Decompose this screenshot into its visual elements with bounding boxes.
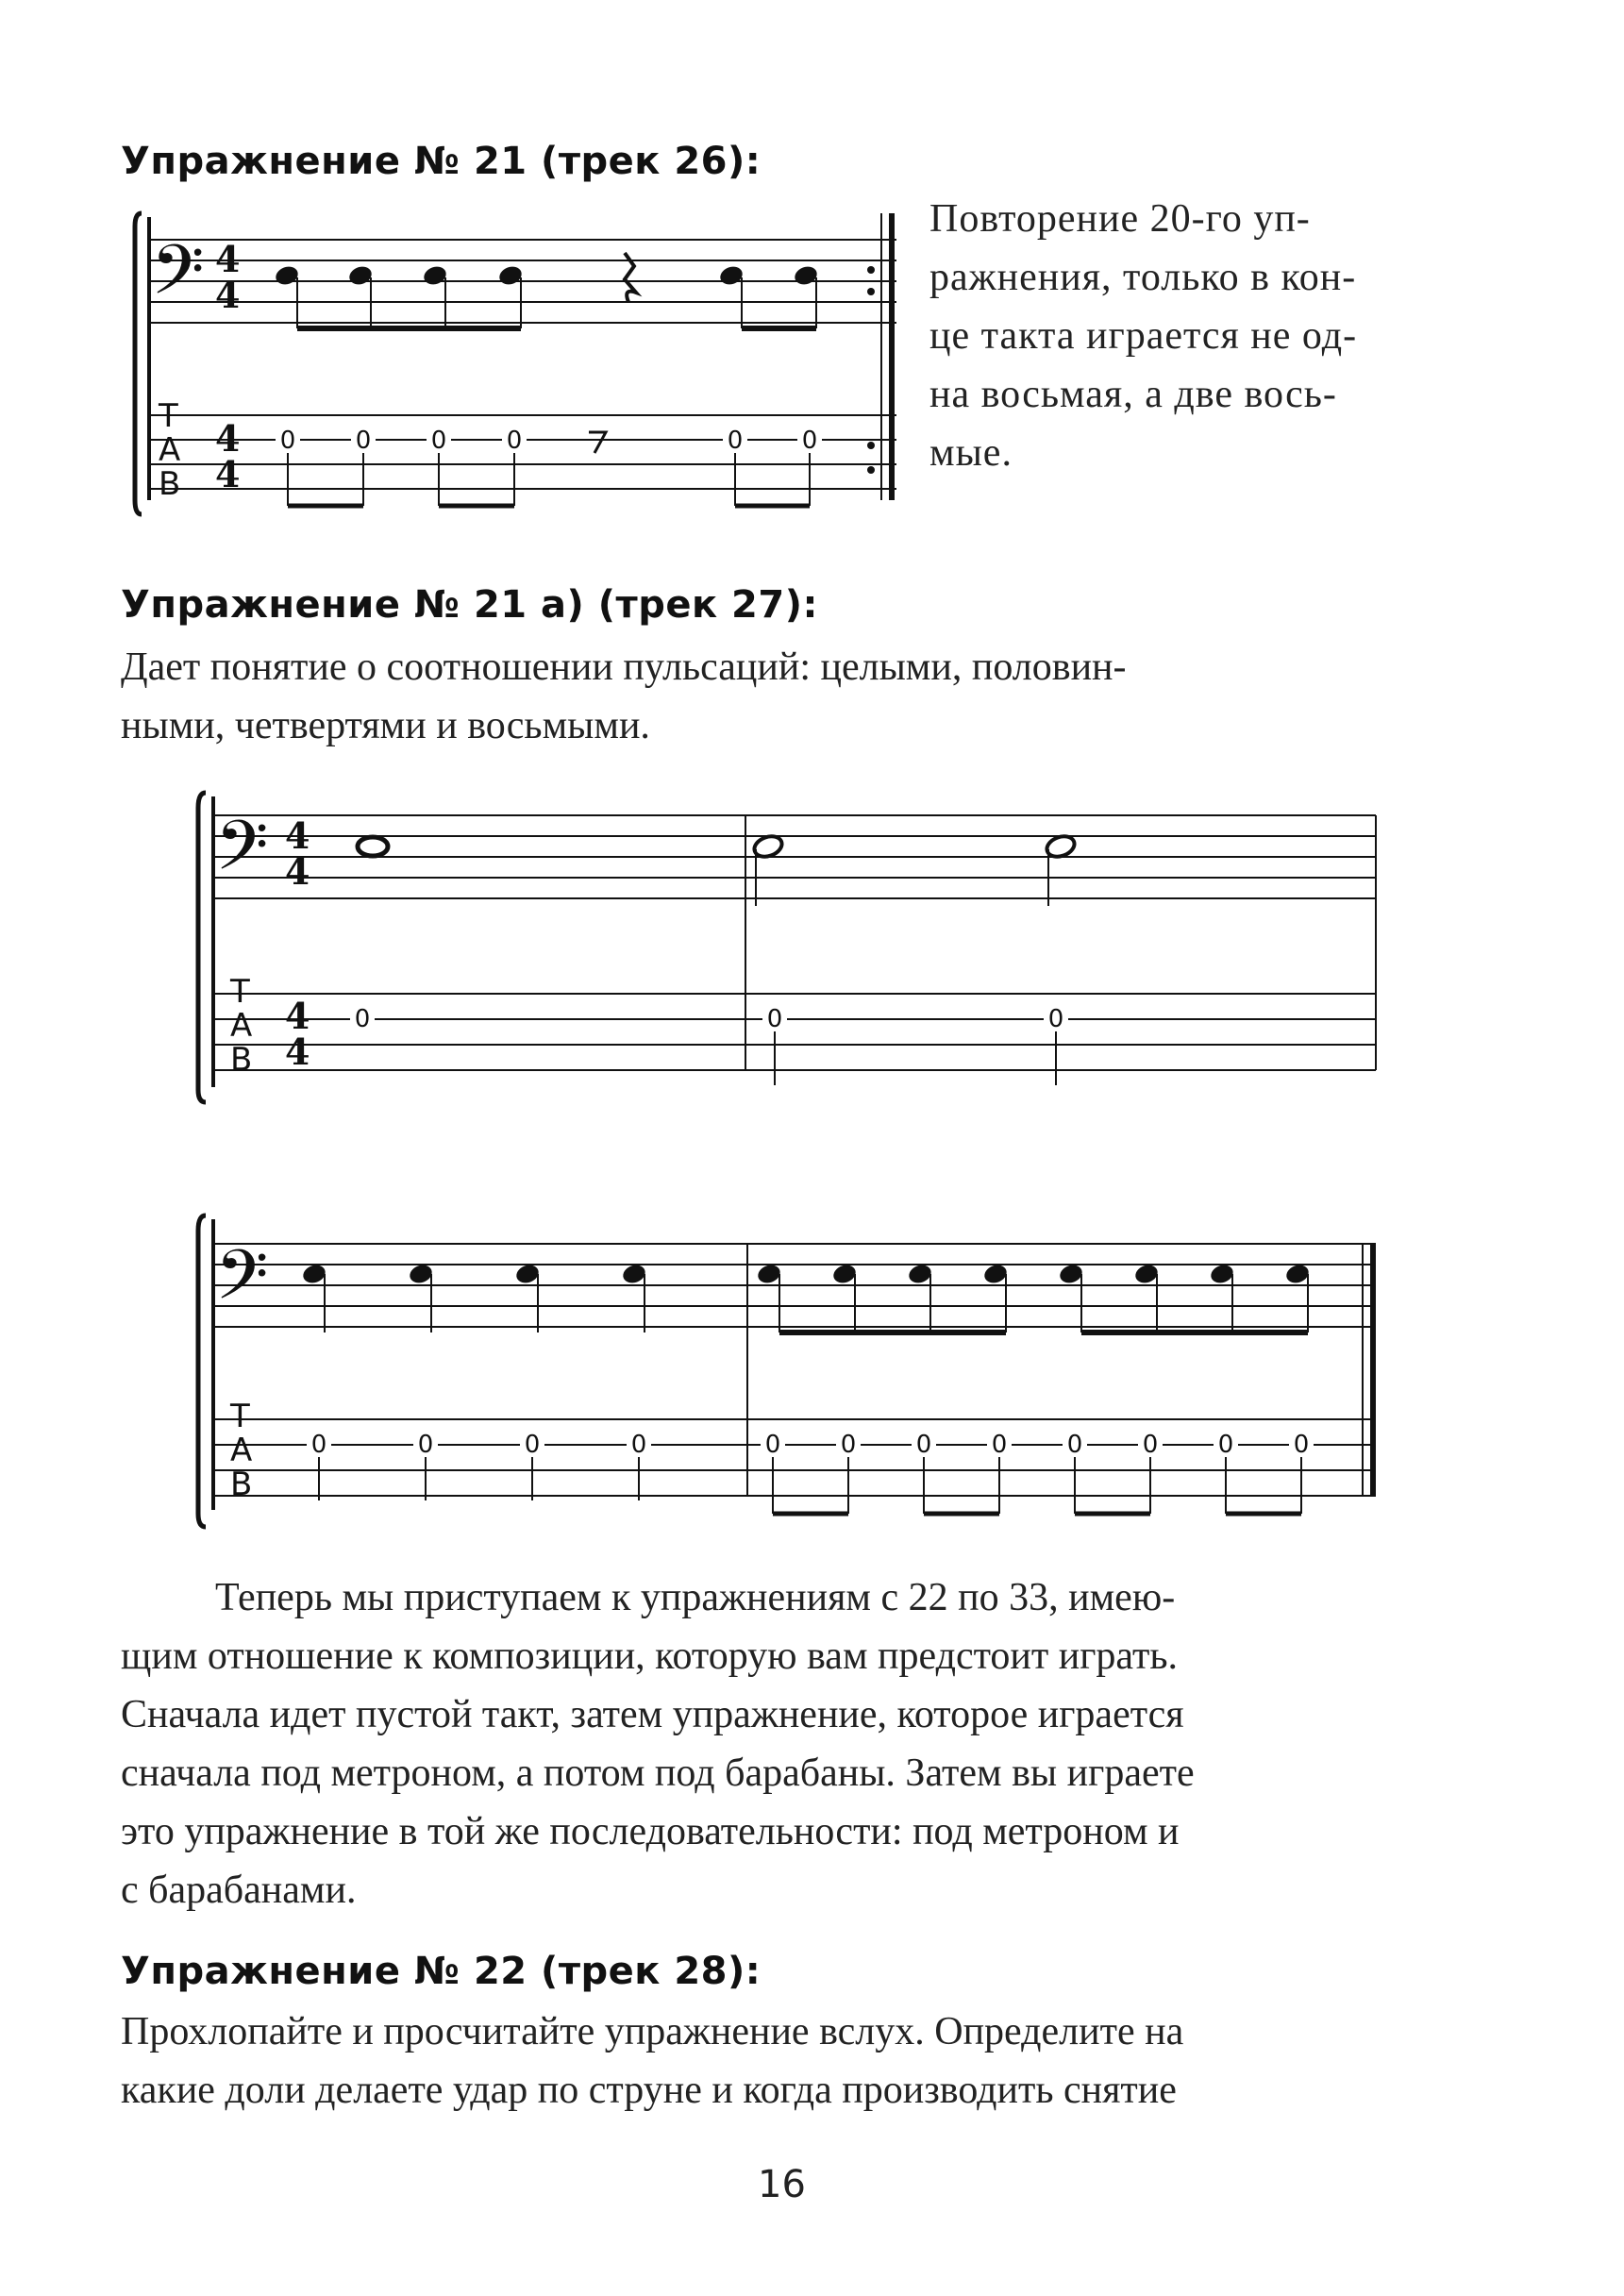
fret-0 <box>797 427 822 455</box>
bass-clef-icon: 𝄢 <box>151 229 205 327</box>
svg-text:0: 0 <box>430 427 447 455</box>
exercise-21-desc-line-3: це такта играется не од- <box>929 314 1358 358</box>
tab-letter-b: B <box>230 1466 253 1503</box>
fret-0 <box>276 427 300 455</box>
tab-letter-t: T <box>230 973 250 1011</box>
paragraph-line-3: Сначала идет пустой такт, затем упражнение, которое играется <box>121 1693 1184 1736</box>
exercise-21-desc-line-4: на восьмая, а две вось- <box>929 373 1337 416</box>
svg-text:0: 0 <box>1142 1431 1159 1459</box>
svg-text:0: 0 <box>840 1431 857 1459</box>
exercise-21-desc-line-1: Повторение 20-го уп- <box>929 197 1311 241</box>
tab-letter-t: T <box>159 397 178 435</box>
exercise-22-line-1: Прохлопайте и просчитайте упражнение вслух. Определите на <box>121 2010 1184 2053</box>
fret-0 <box>627 1431 651 1459</box>
fret-0 <box>427 427 451 455</box>
svg-text:0: 0 <box>801 427 818 455</box>
svg-text:0: 0 <box>1047 1005 1064 1033</box>
fret-0 <box>350 1005 375 1033</box>
fret-0 <box>836 1431 861 1459</box>
svg-text:0: 0 <box>524 1431 541 1459</box>
paragraph-line-6: с барабанами. <box>121 1869 357 1912</box>
fret-0 <box>520 1431 544 1459</box>
tab-time-sig-bottom: 4 <box>215 453 241 495</box>
svg-text:0: 0 <box>764 1431 781 1459</box>
exercise-22-heading: Упражнение № 22 (трек 28): <box>121 1950 762 1993</box>
fret-0 <box>351 427 376 455</box>
svg-text:0: 0 <box>310 1431 327 1459</box>
exercise-21a-line-2: ными, четвертями и восьмыми. <box>121 704 650 747</box>
fret-0 <box>912 1431 936 1459</box>
fret-0 <box>1138 1431 1163 1459</box>
svg-text:0: 0 <box>727 427 744 455</box>
svg-text:0: 0 <box>915 1431 932 1459</box>
svg-text:0: 0 <box>630 1431 647 1459</box>
paragraph-line-4: сначала под метроном, а потом под барабаны. Затем вы играете <box>121 1751 1195 1795</box>
svg-text:0: 0 <box>1066 1431 1083 1459</box>
paragraph-line-1: Теперь мы приступаем к упражнениям с 22 по 33, имею- <box>215 1576 1176 1619</box>
exercise-22-line-2: какие доли делаете удар по струне и когда производить снятие <box>121 2069 1177 2112</box>
tab-letter-t: T <box>230 1398 250 1435</box>
exercise-21a-score-2 <box>198 1215 1376 1527</box>
exercise-21a-score-1 <box>198 793 1376 1102</box>
fret-0 <box>502 427 527 455</box>
exercise-21a-line-1: Дает понятие о соотношении пульсаций: целыми, половин- <box>121 645 1127 689</box>
time-sig-bottom: 4 <box>215 274 241 316</box>
time-sig-top: 4 <box>215 238 241 280</box>
svg-text:0: 0 <box>1293 1431 1310 1459</box>
fret-0 <box>723 427 747 455</box>
svg-text:0: 0 <box>354 1005 371 1033</box>
exercise-21-score <box>135 213 896 514</box>
bass-clef-icon: 𝄢 <box>215 805 269 902</box>
tab-letter-a: A <box>159 431 181 469</box>
paragraph-line-5: это упражнение в той же последовательности: под метроном и <box>121 1810 1180 1853</box>
time-sig-bottom: 4 <box>285 850 310 893</box>
svg-text:0: 0 <box>417 1431 434 1459</box>
svg-text:0: 0 <box>991 1431 1008 1459</box>
tab-letter-a: A <box>230 1007 253 1045</box>
paragraph-line-2: щим отношение к композиции, которую вам предстоит играть. <box>121 1634 1178 1678</box>
tab-letter-b: B <box>230 1041 253 1079</box>
exercise-21-desc-line-2: ражнения, только в кон- <box>929 256 1357 299</box>
note-heads <box>274 263 1312 1285</box>
tab-letter-b: B <box>159 465 181 503</box>
fret-0 <box>1044 1005 1068 1033</box>
fret-0 <box>1063 1431 1087 1459</box>
svg-text:0: 0 <box>766 1005 783 1033</box>
page-number: 16 <box>758 2163 806 2206</box>
tab-time-sig-bottom: 4 <box>285 1031 310 1073</box>
svg-text:0: 0 <box>1217 1431 1234 1459</box>
fret-0 <box>1214 1431 1238 1459</box>
tab-letter-a: A <box>230 1432 253 1469</box>
fret-0 <box>761 1431 785 1459</box>
fret-0 <box>762 1005 787 1033</box>
bass-clef-icon: 𝄢 <box>215 1234 269 1332</box>
exercise-21-desc-line-5: мые. <box>929 431 1013 475</box>
svg-text:0: 0 <box>355 427 372 455</box>
exercise-21-heading: Упражнение № 21 (трек 26): <box>121 140 762 183</box>
fret-0 <box>307 1431 331 1459</box>
tab-time-sig-top: 4 <box>285 995 310 1037</box>
svg-text:0: 0 <box>279 427 296 455</box>
fret-0 <box>413 1431 438 1459</box>
fret-0 <box>987 1431 1012 1459</box>
fret-0 <box>1289 1431 1314 1459</box>
exercise-21a-heading: Упражнение № 21 а) (трек 27): <box>121 583 818 627</box>
tab-time-sig-top: 4 <box>215 417 241 460</box>
time-sig-top: 4 <box>285 814 310 857</box>
svg-text:0: 0 <box>506 427 523 455</box>
